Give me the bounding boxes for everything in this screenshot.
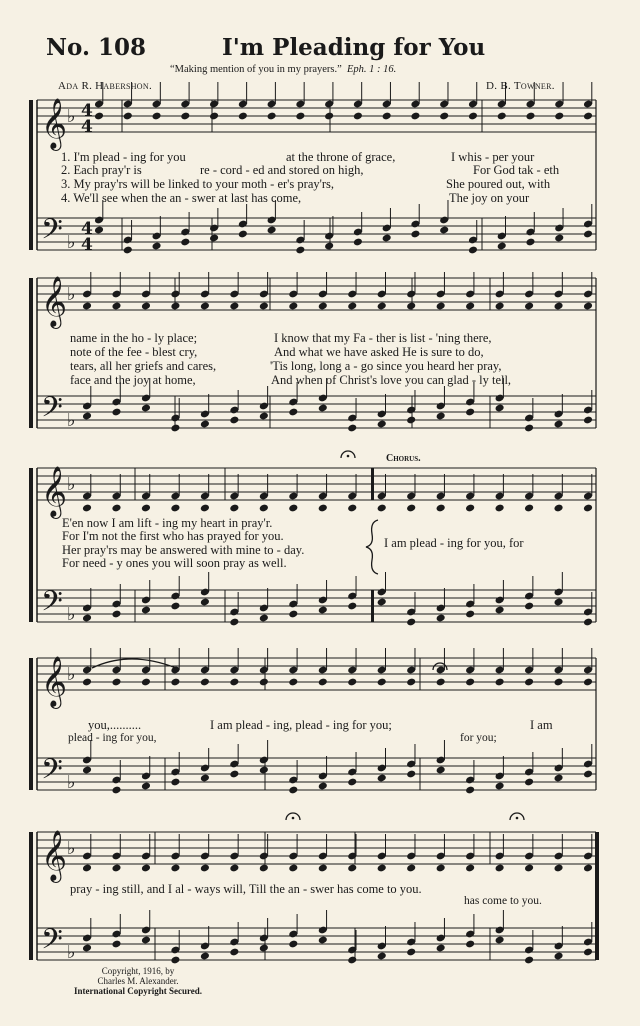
system-brace — [29, 100, 33, 250]
note-head — [382, 234, 392, 243]
note-head — [524, 678, 534, 687]
note-head — [229, 770, 239, 779]
note-head — [170, 956, 180, 965]
note-head — [82, 766, 92, 775]
note-head — [238, 230, 248, 239]
note-head — [288, 504, 298, 513]
verse2-line1-part2: re - cord - ed and stored on high, — [200, 163, 364, 177]
key-signature-flat: ♭ — [67, 232, 76, 253]
note-head — [141, 504, 151, 513]
verse4-line2-part1: face and the joy at home, — [70, 373, 196, 387]
note-head — [94, 226, 104, 235]
note-head — [465, 940, 475, 949]
note-head — [495, 404, 505, 413]
verse1-line1-part1: 1. I'm plead - ing for you — [61, 150, 186, 164]
note-head — [583, 504, 593, 513]
system-brace — [29, 832, 33, 960]
copyright-line3: International Copyright Secured. — [73, 986, 203, 996]
note-head — [82, 944, 92, 953]
note-head — [583, 864, 593, 873]
verse4-line1-part1: 4. We'll see when the an - swer at last has come, — [61, 191, 302, 205]
note-head — [347, 778, 357, 787]
note-head — [436, 504, 446, 513]
note-head — [200, 420, 210, 429]
verse1-line2-part1: name in the ho - ly place; — [70, 331, 198, 345]
note-head — [465, 786, 475, 795]
note-head — [82, 504, 92, 513]
verse3-line1-part1: 3. My pray'rs will be linked to your moth - er's pray'rs, — [61, 177, 335, 191]
note-head — [123, 112, 133, 121]
verse2-line2-part1: note of the fee - blest cry, — [70, 345, 198, 359]
chorus-line2-lower-part1: plead - ing for you, — [68, 732, 157, 744]
note-head — [111, 504, 121, 513]
note-head — [170, 864, 180, 873]
note-head — [495, 678, 505, 687]
verse4-line3: For need - y ones you will soon pray as well. — [62, 556, 287, 570]
note-head — [525, 238, 535, 247]
note-head — [141, 864, 151, 873]
chorus-line3-lower: has come to you. — [464, 895, 542, 907]
hymn-number: No. 108 — [46, 34, 146, 61]
note-head — [377, 864, 387, 873]
note-head — [406, 770, 416, 779]
note-head — [141, 782, 151, 791]
note-head — [324, 112, 334, 121]
verse2-line3: For I'm not the first who has prayed for you. — [62, 529, 284, 543]
note-head — [229, 618, 239, 627]
note-head — [123, 246, 133, 255]
key-signature-flat: ♭ — [67, 664, 76, 685]
note-head — [583, 770, 593, 779]
verse3-line3: Her pray'rs may be answered with mine to - day. — [62, 543, 305, 557]
note-head — [347, 956, 357, 965]
note-head — [318, 864, 328, 873]
note-head — [200, 504, 210, 513]
note-head — [524, 864, 534, 873]
bass-clef: 𝄢 — [41, 585, 63, 625]
note-head — [436, 614, 446, 623]
note-head — [465, 504, 475, 513]
note-head — [583, 112, 593, 121]
note-head — [583, 948, 593, 957]
note-head — [583, 230, 593, 239]
note-head — [524, 504, 534, 513]
verse1-line3: E'en now I am lift - ing my heart in pray'r. — [62, 516, 273, 530]
verse1-line2-part2: I know that my Fa - ther is list - 'ning there, — [274, 331, 492, 345]
note-head — [267, 112, 277, 121]
note-head — [495, 936, 505, 945]
note-head — [583, 302, 593, 311]
verse2-line1-part1: 2. Each pray'r is — [61, 163, 142, 177]
note-head — [465, 610, 475, 619]
verse1-line1-part3: I whis - per your — [451, 150, 535, 164]
note-head — [495, 504, 505, 513]
note-head — [288, 864, 298, 873]
note-head — [353, 238, 363, 247]
system-brace — [29, 468, 33, 622]
note-head — [170, 678, 180, 687]
note-head — [151, 112, 161, 121]
note-head — [553, 774, 563, 783]
verse2-line2-part2: And what we have asked He is sure to do, — [274, 345, 484, 359]
note-head — [111, 302, 121, 311]
verse1-line1-part2: at the throne of grace, — [286, 150, 396, 164]
note-head — [377, 504, 387, 513]
fermata-dot — [439, 667, 442, 670]
bass-clef: 𝄢 — [41, 753, 63, 793]
chorus-line1: I am plead - ing for you, for — [384, 536, 524, 550]
note-head — [436, 302, 446, 311]
verse3-line2-part1: tears, all her griefs and cares, — [70, 359, 217, 373]
treble-clef: 𝄞 — [41, 656, 68, 707]
note-head — [229, 948, 239, 957]
note-head — [347, 302, 357, 311]
key-signature-flat: ♭ — [67, 106, 76, 127]
note-head — [318, 404, 328, 413]
note-head — [554, 112, 564, 121]
note-head — [229, 864, 239, 873]
note-head — [495, 606, 505, 615]
note-head — [170, 504, 180, 513]
note-head — [554, 234, 564, 243]
note-head — [288, 610, 298, 619]
note-head — [141, 302, 151, 311]
bass-clef: 𝄢 — [41, 391, 63, 431]
note-head — [200, 774, 210, 783]
fermata-dot — [516, 817, 519, 820]
note-head — [406, 864, 416, 873]
note-head — [318, 678, 328, 687]
note-head — [377, 598, 387, 607]
double-barline — [371, 468, 374, 500]
note-head — [288, 678, 298, 687]
note-head — [318, 606, 328, 615]
note-head — [377, 774, 387, 783]
note-head — [200, 952, 210, 961]
key-signature-flat: ♭ — [67, 410, 76, 431]
note-head — [406, 416, 416, 425]
note-head — [524, 302, 534, 311]
verse3-line1-part2: She poured out, with — [446, 177, 551, 191]
note-head — [259, 678, 269, 687]
note-head — [170, 302, 180, 311]
note-head — [553, 598, 563, 607]
copyright-line2: Charles M. Alexander. — [97, 976, 179, 986]
note-head — [406, 618, 416, 627]
note-head — [436, 412, 446, 421]
note-head — [468, 246, 478, 255]
time-signature-top: 4 — [81, 101, 93, 121]
note-head — [495, 782, 505, 791]
key-signature-flat: ♭ — [67, 604, 76, 625]
system-brace — [29, 278, 33, 428]
note-head — [583, 678, 593, 687]
note-head — [382, 112, 392, 121]
note-head — [111, 610, 121, 619]
note-head — [436, 678, 446, 687]
note-head — [267, 226, 277, 235]
note-head — [553, 864, 563, 873]
note-head — [436, 864, 446, 873]
verse4-line1-part2: The joy on your — [449, 191, 530, 205]
chorus-line2-i-am: I am — [530, 718, 553, 732]
note-head — [200, 302, 210, 311]
note-head — [524, 956, 534, 965]
note-head — [553, 420, 563, 429]
note-head — [259, 302, 269, 311]
note-head — [288, 940, 298, 949]
note-head — [82, 678, 92, 687]
note-head — [200, 678, 210, 687]
note-head — [82, 864, 92, 873]
treble-clef: 𝄞 — [41, 98, 68, 149]
treble-clef: 𝄞 — [41, 466, 68, 517]
note-head — [170, 424, 180, 433]
note-head — [436, 944, 446, 953]
chorus-line3: pray - ing still, and I al - ways will, Till the an - swer has come to you. — [70, 882, 422, 896]
chorus-label: Chorus. — [386, 453, 421, 464]
note-head — [347, 864, 357, 873]
note-head — [259, 504, 269, 513]
note-head — [82, 614, 92, 623]
note-head — [377, 302, 387, 311]
note-head — [347, 678, 357, 687]
note-head — [229, 302, 239, 311]
note-head — [259, 864, 269, 873]
note-head — [259, 614, 269, 623]
note-head — [209, 112, 219, 121]
note-head — [495, 302, 505, 311]
epigraph-quote: “Making mention of you in my prayers.” — [170, 64, 342, 75]
note-head — [259, 412, 269, 421]
bass-clef: 𝄢 — [41, 213, 63, 253]
key-signature-flat: ♭ — [67, 838, 76, 859]
note-head — [465, 678, 475, 687]
note-head — [406, 678, 416, 687]
note-head — [94, 112, 104, 121]
note-head — [497, 242, 507, 251]
note-head — [151, 242, 161, 251]
tie — [92, 659, 176, 668]
note-head — [406, 948, 416, 957]
note-head — [495, 864, 505, 873]
note-head — [141, 678, 151, 687]
key-signature-flat: ♭ — [67, 284, 76, 305]
double-barline — [371, 590, 374, 622]
note-head — [180, 112, 190, 121]
note-head — [553, 678, 563, 687]
note-head — [377, 952, 387, 961]
note-head — [353, 112, 363, 121]
note-head — [318, 302, 328, 311]
time-signature-bottom: 4 — [81, 117, 93, 137]
note-head — [377, 420, 387, 429]
fermata-dot — [347, 455, 350, 458]
note-head — [111, 864, 121, 873]
chorus-line2-lower-part2: for you; — [460, 732, 497, 744]
note-head — [288, 408, 298, 417]
key-signature-flat: ♭ — [67, 474, 76, 495]
time-signature-top: 4 — [81, 219, 93, 239]
note-head — [439, 226, 449, 235]
note-head — [318, 504, 328, 513]
note-head — [200, 864, 210, 873]
note-head — [324, 242, 334, 251]
note-head — [406, 504, 416, 513]
system-brace — [29, 658, 33, 790]
author-credit: Ada R. Habershon. — [58, 80, 152, 92]
note-head — [259, 766, 269, 775]
epigraph — [170, 64, 396, 75]
treble-clef: 𝄞 — [41, 830, 68, 881]
note-head — [436, 766, 446, 775]
note-head — [553, 952, 563, 961]
note-head — [318, 936, 328, 945]
hymn-title: I'm Pleading for You — [222, 34, 486, 61]
note-head — [229, 678, 239, 687]
note-head — [406, 302, 416, 311]
note-head — [170, 602, 180, 611]
note-head — [347, 424, 357, 433]
note-head — [111, 408, 121, 417]
verse2-line1-part3: For God tak - eth — [473, 163, 560, 177]
note-head — [465, 408, 475, 417]
copyright-line1: Copyright, 1916, by — [101, 966, 175, 976]
note-head — [524, 424, 534, 433]
note-head — [141, 404, 151, 413]
chorus-brace — [366, 520, 378, 574]
note-head — [229, 504, 239, 513]
note-head — [111, 678, 121, 687]
note-head — [82, 302, 92, 311]
composer-credit: D. B. Towner. — [486, 80, 555, 92]
note-head — [410, 112, 420, 121]
note-head — [524, 778, 534, 787]
note-head — [465, 302, 475, 311]
note-head — [377, 678, 387, 687]
verse3-line2-part2: 'Tis long, long a - go since you heard her pray, — [270, 359, 502, 373]
note-head — [318, 782, 328, 791]
note-head — [439, 112, 449, 121]
fermata-dot — [292, 817, 295, 820]
note-head — [524, 602, 534, 611]
note-head — [288, 786, 298, 795]
note-head — [295, 246, 305, 255]
key-signature-flat: ♭ — [67, 772, 76, 793]
chorus-line2-you: you,.......... — [88, 718, 142, 732]
final-barline — [595, 832, 599, 960]
note-head — [209, 234, 219, 243]
note-head — [347, 602, 357, 611]
epigraph-reference: Eph. 1 : 16. — [347, 64, 397, 75]
note-head — [180, 238, 190, 247]
note-head — [583, 618, 593, 627]
note-head — [525, 112, 535, 121]
note-head — [497, 112, 507, 121]
note-head — [141, 936, 151, 945]
note-head — [465, 864, 475, 873]
note-head — [347, 504, 357, 513]
key-signature-flat: ♭ — [67, 942, 76, 963]
note-head — [111, 786, 121, 795]
bass-clef: 𝄢 — [41, 923, 63, 963]
note-head — [259, 944, 269, 953]
chorus-line2-pleading: I am plead - ing, plead - ing for you; — [210, 718, 392, 732]
note-head — [295, 112, 305, 121]
note-head — [200, 598, 210, 607]
note-head — [229, 416, 239, 425]
note-head — [170, 778, 180, 787]
note-head — [468, 112, 478, 121]
note-head — [238, 112, 248, 121]
note-head — [82, 412, 92, 421]
note-head — [141, 606, 151, 615]
note-head — [410, 230, 420, 239]
note-head — [553, 302, 563, 311]
time-signature-bottom: 4 — [81, 235, 93, 255]
note-head — [583, 416, 593, 425]
treble-clef: 𝄞 — [41, 276, 68, 327]
note-head — [553, 504, 563, 513]
verse4-line2-part2: And when of Christ's love you can glad - ly tell, — [271, 373, 512, 387]
copyright-notice — [48, 966, 228, 996]
note-head — [288, 302, 298, 311]
note-head — [111, 940, 121, 949]
